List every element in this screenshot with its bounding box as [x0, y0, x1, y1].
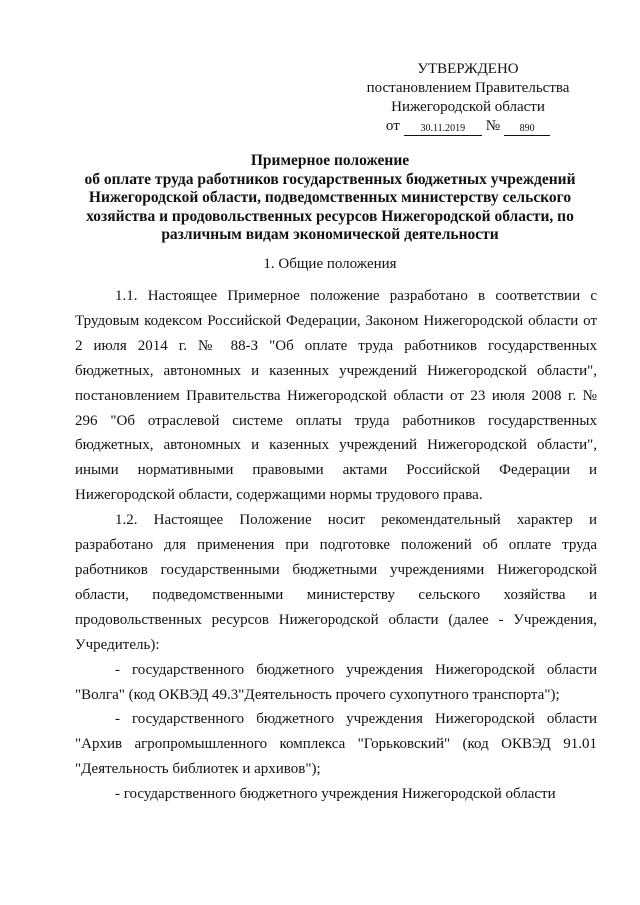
approval-date-row: [338, 117, 598, 136]
title-line: различным видам экономической деятельности: [161, 226, 499, 243]
approval-number: 890: [504, 123, 550, 136]
list-item: - государственного бюджетного учреждения Нижегородской области "Архив агропромышленного комплекса "Горьковский" (код ОКВЭД 91.01 "Деятельность библиотек и архивов");: [75, 711, 597, 778]
approval-stamp: [338, 60, 598, 136]
approval-region: Нижегородской области: [391, 99, 545, 115]
title-line: Нижегородской области, подведомственных министерству сельского: [88, 189, 572, 206]
list-item: - государственного бюджетного учреждения Нижегородской области: [115, 786, 556, 803]
number-sign: №: [485, 118, 501, 134]
document-title: [60, 152, 600, 245]
paragraph-1-1: 1.1. Настоящее Примерное положение разработано в соответствии с Трудовым кодексом Российской Федерации, Законом Нижегородской области от 2 июля 2014 г. № 88-З "Об оплате труда работников государственных бюджетных, автономных и казенных учреждений Нижегородской области", постановлением Правительства Нижегородской области от 23 июля 2008 г. № 296 "Об отраслевой системе оплаты труда работников государственных бюджетных, автономных и казенных учреждений Нижегородской области", иными нормативными правовыми актами Российской Федерации и Нижегородской области, содержащими нормы трудового права.: [75, 288, 597, 504]
approval-heading: УТВЕРЖДЕНО: [417, 61, 519, 77]
list-item: - государственного бюджетного учреждения Нижегородской области "Волга" (код ОКВЭД 49.3"Деятельность прочего сухопутного транспорта");: [75, 661, 597, 703]
date-prefix: от: [385, 118, 400, 134]
document-body: [75, 284, 597, 807]
approval-authority: постановлением Правительства: [366, 80, 570, 96]
title-line: Примерное положение: [250, 152, 410, 169]
title-line: хозяйства и продовольственных ресурсов Нижегородской области, по: [86, 207, 574, 225]
paragraph-1-2: 1.2. Настоящее Положение носит рекомендательный характер и разработано для применения при подготовке положений об оплате труда работников государственными бюджетными учреждениями Нижегородской области, подведомственными министерству сельского хозяйства и продовольственных ресурсов Нижегородской области (далее - Учреждения, Учредитель):: [75, 512, 597, 653]
approval-date: 30.11.2019: [404, 123, 482, 136]
section-heading: 1. Общие положения: [263, 256, 397, 272]
title-line: об оплате труда работников государственных бюджетных учреждений: [84, 170, 576, 188]
